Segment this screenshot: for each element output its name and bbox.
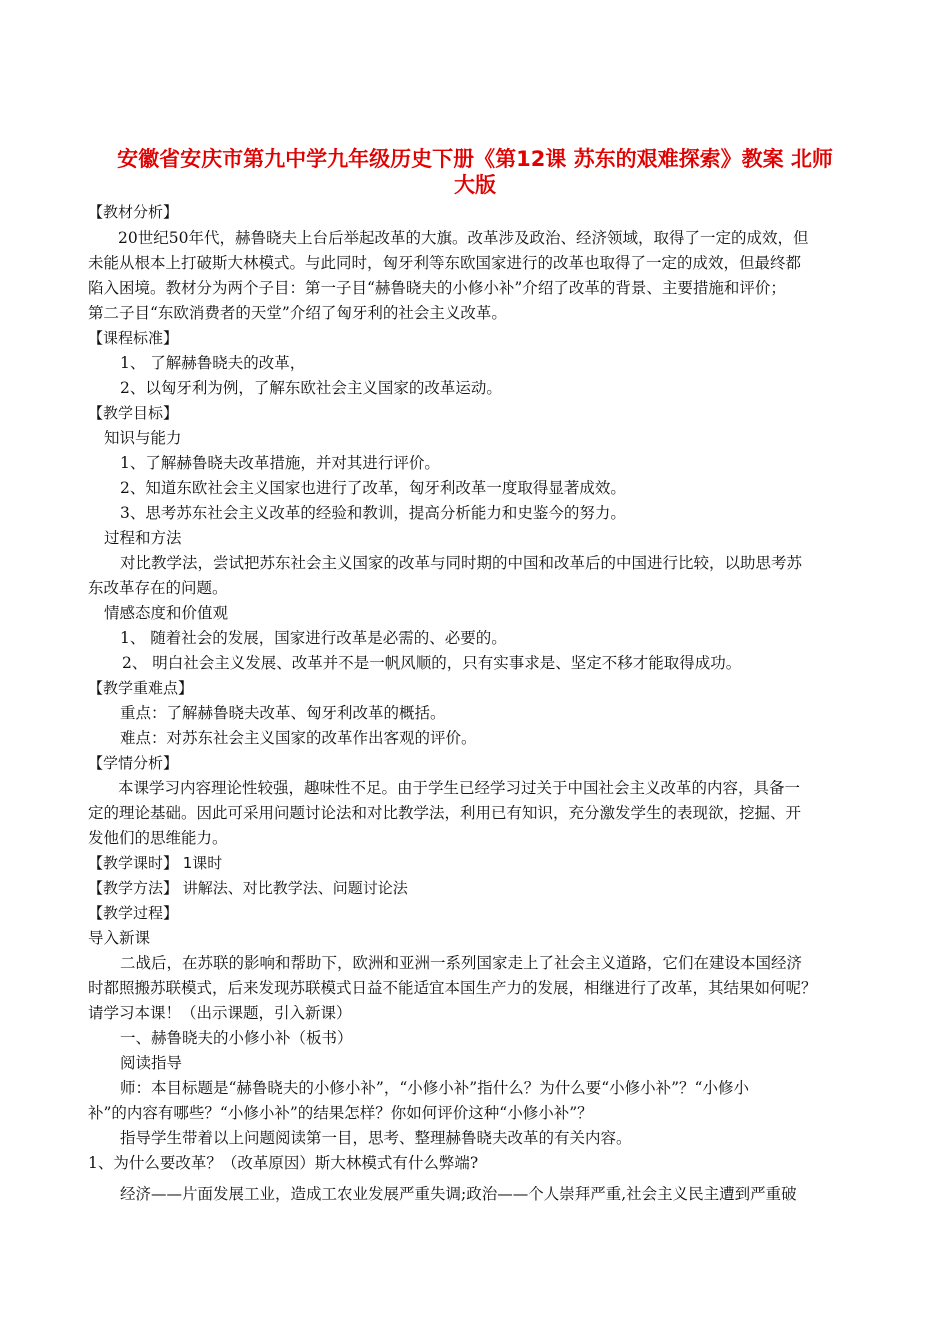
text-line: 陷入困境。教材分为两个子目：第一子目“赫鲁晓夫的小修小补”介绍了改革的背景、主要措施和评价； xyxy=(88,279,786,297)
text-line: 2、 明白社会主义发展、改革并不是一帆风顺的，只有实事求是、坚定不移才能取得成功。 xyxy=(122,654,742,672)
section-heading: 【教学目标】 xyxy=(88,404,179,422)
subheading: 阅读指导 xyxy=(120,1054,183,1072)
section-heading: 【教材分析】 xyxy=(88,203,179,221)
text-line: 1、 随着社会的发展，国家进行改革是必需的、必要的。 xyxy=(120,629,507,647)
text-line: 第二子目“东欧消费者的天堂”介绍了匈牙利的社会主义改革。 xyxy=(88,304,507,322)
text-line: 一、赫鲁晓夫的小修小补（板书） xyxy=(120,1029,353,1047)
text-line: 2、以匈牙利为例，了解东欧社会主义国家的改革运动。 xyxy=(120,379,502,397)
section-heading: 【教学过程】 xyxy=(88,904,179,922)
text-line: 定的理论基础。因此可采用问题讨论法和对比教学法，利用已有知识，充分激发学生的表现欲，挖掘、开 xyxy=(88,804,802,822)
text-line: 难点：对苏东社会主义国家的改革作出客观的评价。 xyxy=(120,729,477,747)
text-line: 发他们的思维能力。 xyxy=(88,829,228,847)
subheading: 导入新课 xyxy=(88,929,151,947)
text-line: 1、为什么要改革？（改革原因）斯大林模式有什么弊端? xyxy=(88,1154,479,1172)
text-line: 重点：了解赫鲁晓夫改革、匈牙利改革的概括。 xyxy=(120,704,446,722)
text-line: 未能从根本上打破斯大林模式。与此同时，匈牙利等东欧国家进行的改革也取得了一定的成效，但最终都 xyxy=(88,254,802,272)
text-line: 3、思考苏东社会主义改革的经验和教训，提高分析能力和史鉴今的努力。 xyxy=(120,504,626,522)
text-line: 经济——片面发展工业，造成工农业发展严重失调;政治——个人崇拜严重,社会主义民主遭到严重破 xyxy=(120,1185,797,1203)
text-line: 东改革存在的问题。 xyxy=(88,579,228,597)
section-heading: 【教学课时】 1课时 xyxy=(88,854,223,872)
text-line: 20世纪50年代，赫鲁晓夫上台后举起改革的大旗。改革涉及政治、经济领域，取得了一定的成效，但 xyxy=(118,229,809,247)
document-title xyxy=(80,146,870,198)
text-line: 二战后，在苏联的影响和帮助下，欧洲和亚洲一系列国家走上了社会主义道路，它们在建设本国经济 xyxy=(120,954,803,972)
title-line-2: 大版 xyxy=(454,173,496,197)
text-line: 时都照搬苏联模式，后来发现苏联模式日益不能适宜本国生产力的发展，相继进行了改革，其结果如何呢？ xyxy=(88,979,817,997)
text-line: 补”的内容有哪些？“小修小补”的结果怎样？你如何评价这种“小修小补”？ xyxy=(88,1104,593,1122)
text-line: 指导学生带着以上问题阅读第一目，思考、整理赫鲁晓夫改革的有关内容。 xyxy=(120,1129,632,1147)
subheading: 过程和方法 xyxy=(104,529,182,547)
text-line: 请学习本课！（出示课题，引入新课） xyxy=(88,1004,352,1022)
section-heading: 【教学方法】 讲解法、对比教学法、问题讨论法 xyxy=(88,879,408,897)
title-line-1: 安徽省安庆市第九中学九年级历史下册《第12课 苏东的艰难探索》教案 北师 xyxy=(117,147,833,171)
subheading: 知识与能力 xyxy=(104,429,182,447)
section-heading: 【教学重难点】 xyxy=(88,679,194,697)
text-line: 1、 了解赫鲁晓夫的改革， xyxy=(120,354,306,372)
text-line: 对比教学法，尝试把苏东社会主义国家的改革与同时期的中国和改革后的中国进行比较，以助思考苏 xyxy=(120,554,803,572)
text-line: 本课学习内容理论性较强，趣味性不足。由于学生已经学习过关于中国社会主义改革的内容，具备一 xyxy=(118,779,801,797)
text-line: 2、知道东欧社会主义国家也进行了改革，匈牙利改革一度取得显著成效。 xyxy=(120,479,626,497)
subheading: 情感态度和价值观 xyxy=(104,604,229,622)
text-line: 师：本目标题是“赫鲁晓夫的小修小补”，“小修小补”指什么？为什么要“小修小补”？“小修小 xyxy=(120,1079,749,1097)
text-line: 1、了解赫鲁晓夫改革措施，并对其进行评价。 xyxy=(120,454,440,472)
section-heading: 【学情分析】 xyxy=(88,754,179,772)
section-heading: 【课程标准】 xyxy=(88,329,179,347)
